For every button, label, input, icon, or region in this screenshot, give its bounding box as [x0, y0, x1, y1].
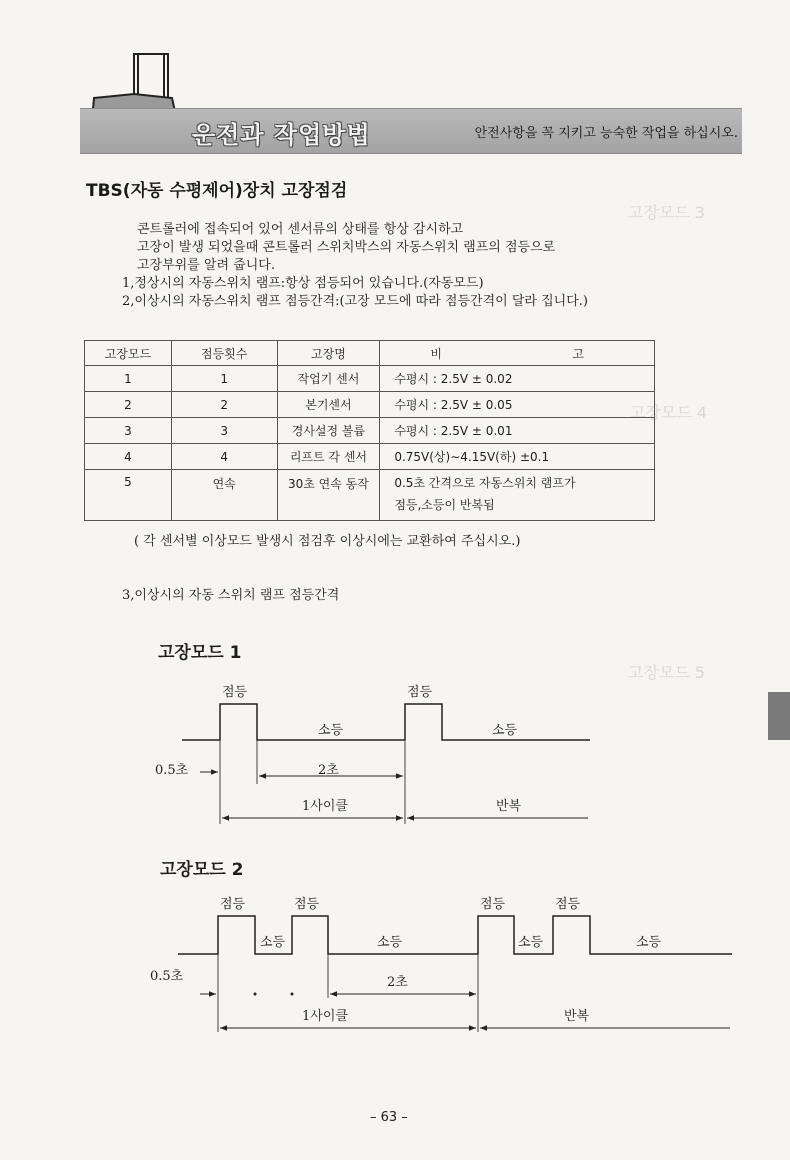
header-fault-mode: 고장모드 — [85, 341, 172, 366]
page-number: – 63 – — [370, 1110, 408, 1125]
cell-mode: 2 — [85, 392, 172, 418]
pulse-label: 0.5초 — [150, 969, 184, 984]
on-label: 점등 — [220, 897, 246, 912]
cell-remark: 수평시 : 2.5V ± 0.01 — [380, 418, 655, 444]
off-label: 소등 — [518, 935, 544, 950]
pulse-label: 0.5초 — [155, 763, 189, 778]
subsection-title: 3,이상시의 자동 스위치 램프 점등간격 — [122, 588, 340, 603]
cell-remark: 수평시 : 2.5V ± 0.02 — [380, 366, 655, 392]
cycle-label: 1사이클 — [302, 1009, 348, 1024]
ghost-text: 고장모드 4 — [630, 403, 708, 422]
header-fault-name: 고장명 — [277, 341, 380, 366]
table-row — [85, 392, 655, 418]
cell-count: 3 — [171, 418, 277, 444]
mode1-title: 고장모드 1 — [158, 643, 242, 663]
body-line: 1,정상시의 자동스위치 램프:항상 점등되어 있습니다.(자동모드) — [122, 276, 484, 291]
cell-name: 본기센서 — [277, 392, 380, 418]
cell-count: 4 — [171, 444, 277, 470]
header-remarks-2: 고 — [572, 346, 584, 361]
mode2-title: 고장모드 2 — [160, 860, 244, 880]
section-title: TBS(자동 수평제어)장치 고장점검 — [86, 181, 348, 201]
on-label: 점등 — [222, 685, 248, 700]
cell-mode: 5 — [85, 470, 172, 521]
header-remarks-1: 비 — [430, 346, 442, 361]
body-line: 2,이상시의 자동스위치 램프 점등간격:(고장 모드에 따라 점등간격이 달라 집니다.) — [122, 294, 588, 309]
fault-mode-table — [84, 340, 655, 521]
repeat-label: 반복 — [564, 1009, 590, 1024]
chapter-banner — [80, 108, 742, 154]
body-line: 콘트롤러에 접속되어 있어 센서류의 상태를 항상 감시하고 — [137, 222, 464, 237]
cell-mode: 1 — [85, 366, 172, 392]
table-row — [85, 366, 655, 392]
gap-label: 2초 — [318, 763, 339, 778]
off-label: 소등 — [492, 723, 518, 738]
table-row — [85, 418, 655, 444]
header-blink-count: 점등횟수 — [171, 341, 277, 366]
cell-remark-line: 점등,소등이 반복됨 — [394, 498, 495, 512]
on-label: 점등 — [480, 897, 506, 912]
on-label: 점등 — [294, 897, 320, 912]
off-label: 소등 — [260, 935, 286, 950]
table-header-row — [85, 341, 655, 366]
on-label: 점등 — [555, 897, 581, 912]
cell-name: 리프트 각 센서 — [277, 444, 380, 470]
off-label: 소등 — [318, 723, 344, 738]
cycle-label: 1사이클 — [302, 799, 348, 814]
header-remarks — [380, 341, 655, 366]
table-row — [85, 470, 655, 521]
repeat-label: 반복 — [496, 799, 522, 814]
cell-remark — [380, 470, 655, 521]
off-label: 소등 — [636, 935, 662, 950]
mode2-timing-diagram — [0, 886, 790, 1046]
on-label: 점등 — [407, 685, 433, 700]
timing-dot — [254, 993, 257, 996]
cell-remark-line: 0.5초 간격으로 자동스위치 램프가 — [394, 476, 576, 490]
cell-remark: 수평시 : 2.5V ± 0.05 — [380, 392, 655, 418]
cell-mode: 4 — [85, 444, 172, 470]
chapter-subtitle: 안전사항을 꼭 지키고 능숙한 작업을 하십시오. — [474, 126, 738, 141]
cell-count: 1 — [171, 366, 277, 392]
cell-mode: 3 — [85, 418, 172, 444]
body-line: 고장부위를 알려 줍니다. — [137, 258, 275, 273]
cell-name: 30초 연속 동작 — [277, 470, 380, 521]
cell-remark: 0.75V(상)∼4.15V(하) ±0.1 — [380, 444, 655, 470]
ghost-text: 고장모드 5 — [628, 663, 706, 682]
ghost-text: 고장모드 3 — [628, 203, 706, 222]
cell-name: 작업기 센서 — [277, 366, 380, 392]
timing-dot — [291, 993, 294, 996]
off-label: 소등 — [377, 935, 403, 950]
cell-count: 연속 — [171, 470, 277, 521]
table-row — [85, 444, 655, 470]
mode1-timing-diagram — [0, 676, 790, 836]
inspection-note: ( 각 센서별 이상모드 발생시 점검후 이상시에는 교환하여 주십시오.) — [134, 534, 521, 549]
cell-name: 경사설정 볼륨 — [277, 418, 380, 444]
gap-label: 2초 — [387, 975, 408, 990]
body-line: 고장이 발생 되었을때 콘트롤러 스위치박스의 자동스위치 램프의 점등으로 — [137, 240, 556, 255]
mode1-waveform — [182, 704, 590, 740]
cell-count: 2 — [171, 392, 277, 418]
chapter-title: 운전과 작업방법 — [192, 121, 371, 149]
